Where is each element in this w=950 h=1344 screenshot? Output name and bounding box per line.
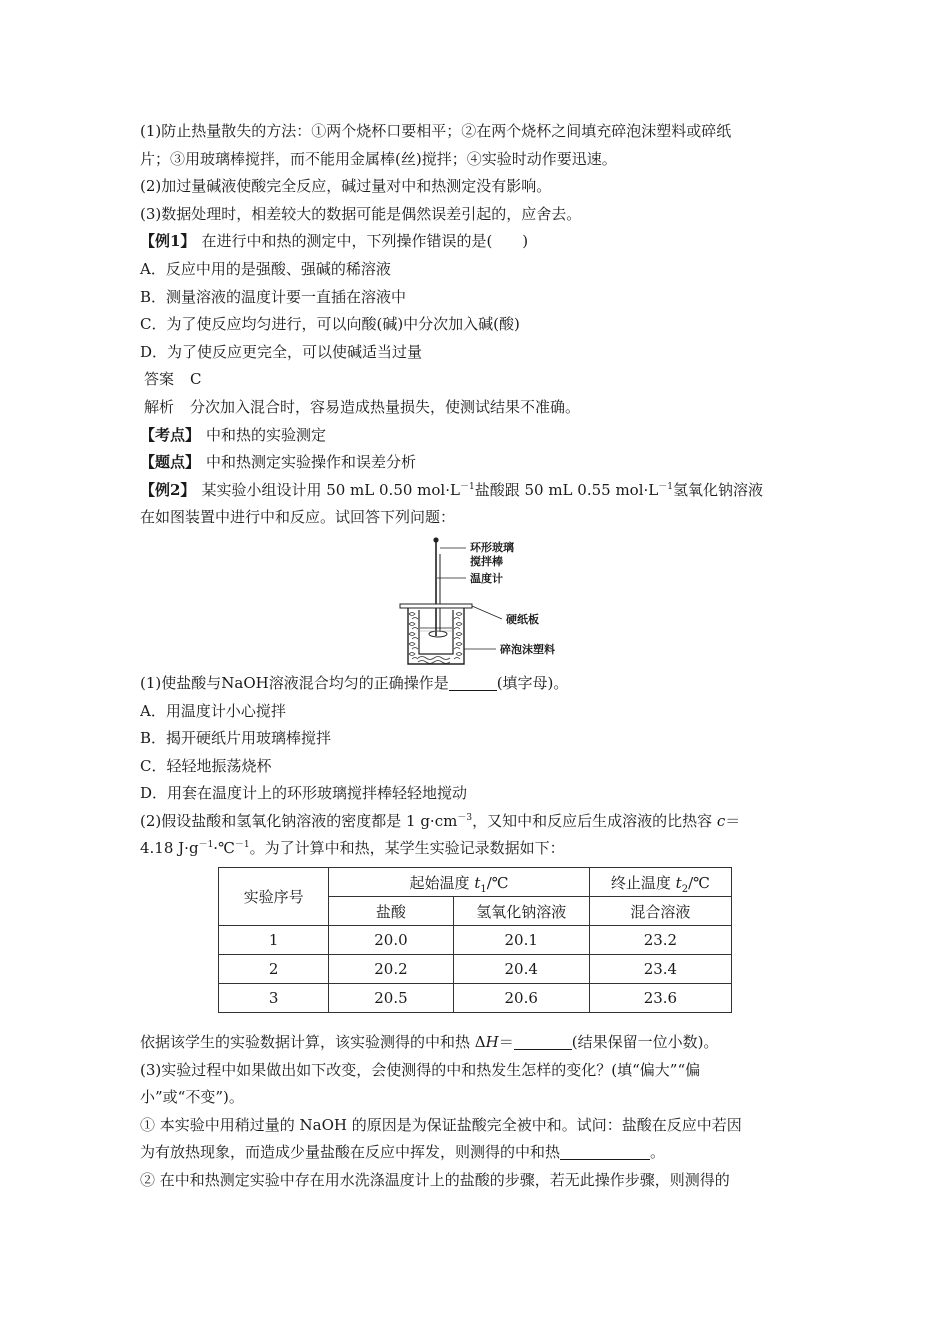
superscript: －3 [457, 812, 473, 823]
example-1-question: 在进行中和热的测定中，下列操作错误的是( ) [201, 232, 529, 251]
cell-seq: 1 [219, 926, 329, 955]
header-text: /℃ [688, 873, 710, 892]
example-2-tag: 【例2】 [140, 480, 196, 499]
superscript: －1 [658, 481, 673, 492]
subheader-naoh: 氢氧化钠溶液 [453, 897, 589, 926]
example-1-tag: 【例1】 [140, 232, 196, 251]
question-2-text: ，又知中和反应后生成溶液的比热容 [472, 811, 717, 830]
cell-mix: 23.6 [589, 984, 731, 1013]
cell-naoh: 20.6 [453, 984, 589, 1013]
question-2-text: 。为了计算中和热，某学生实验记录数据如下： [249, 839, 565, 858]
document-page [140, 118, 812, 1195]
table-header-row [219, 868, 732, 897]
variable-c: c [716, 811, 726, 830]
cell-seq: 3 [219, 984, 329, 1013]
subheader-hcl: 盐酸 [329, 897, 453, 926]
variable-t: t [474, 873, 481, 892]
table-row [219, 926, 732, 955]
question-1-option-c: C．轻轻地振荡烧杯 [140, 756, 272, 775]
question-1-tail: (填字母)。 [496, 673, 569, 692]
header-sequence: 实验序号 [219, 868, 329, 926]
header-text: 起始温度 [409, 873, 475, 892]
question-1 [140, 670, 812, 698]
cell-hcl: 20.2 [329, 955, 453, 984]
example-2-stem-part: 某实验小组设计用 50 mL 0.50 mol·L [201, 480, 460, 499]
answer-blank-2[interactable] [514, 1033, 572, 1050]
tidian-tag: 【题点】 [140, 453, 201, 472]
header-start-temp [329, 868, 590, 897]
example-2-stem-line-1 [140, 477, 812, 505]
header-text: 终止温度 [610, 873, 676, 892]
question-1-option-a: A．用温度计小心搅拌 [140, 701, 286, 720]
example-2-stem-part: 盐酸跟 50 mL 0.55 mol·L [474, 480, 659, 499]
example-1-option-b: B．测量溶液的温度计要一直插在溶液中 [140, 287, 407, 306]
cell-seq: 2 [219, 955, 329, 984]
example-1-kaodian [140, 422, 812, 450]
question-3-1-line-1: ① 本实验中用稍过量的 NaOH 的原因是为保证盐酸完全被中和。试问：盐酸在反应中若因 [140, 1115, 742, 1134]
superscript: －1 [198, 840, 214, 851]
cell-naoh: 20.4 [453, 955, 589, 984]
label-cardboard: 硬纸板 [506, 612, 539, 626]
calculation-line [140, 1029, 812, 1057]
question-3-1-text: 为有放热现象，而造成少量盐酸在反应中挥发，则测得的中和热 [140, 1143, 561, 1162]
answer-value: C [190, 370, 202, 389]
question-1-option-b: B．揭开硬纸片用玻璃棒搅拌 [140, 729, 332, 748]
question-2-text: 4.18 J·g [140, 839, 199, 858]
subheader-mix: 混合溶液 [589, 897, 731, 926]
question-2-line-1 [140, 808, 812, 836]
superscript: －1 [459, 481, 475, 492]
example-2-stem-line-2: 在如图装置中进行中和反应。试回答下列问题： [140, 508, 456, 527]
table-row [219, 984, 732, 1013]
cell-mix: 23.2 [589, 926, 731, 955]
apparatus-figure [140, 534, 812, 668]
cell-mix: 23.4 [589, 955, 731, 984]
question-3-2-line-1: ② 在中和热测定实验中存在用水洗涤温度计上的盐酸的步骤，若无此操作步骤，则测得的 [140, 1171, 730, 1190]
question-2-text: (2)假设盐酸和氢氧化钠溶液的密度都是 1 g·cm [140, 811, 458, 830]
question-3-line-2: 小”或“不变”)。 [140, 1088, 244, 1107]
subscript: 2 [681, 883, 689, 895]
answer-label: 答案 [144, 370, 175, 389]
example-1-option-d: D．为了使反应更完全，可以使碱适当过量 [140, 342, 423, 361]
question-3-1-tail: 。 [650, 1143, 666, 1162]
example-1-option-a: A．反应中用的是强酸、强碱的稀溶液 [140, 259, 391, 278]
answer-blank-3[interactable] [560, 1143, 650, 1160]
label-foam: 碎泡沫塑料 [500, 642, 555, 656]
example-1-answer [140, 366, 812, 394]
experiment-data-table [218, 867, 732, 1013]
header-end-temp [589, 868, 731, 897]
question-1-text: (1)使盐酸与NaOH溶液混合均匀的正确操作是 [140, 673, 449, 692]
question-2-text: ＝ [725, 811, 741, 830]
table-row [219, 955, 732, 984]
example-2-stem-part: 氢氧化钠溶液 [672, 480, 763, 499]
example-1-stem [140, 228, 812, 256]
variable-t: t [675, 873, 682, 892]
example-1-option-c: C．为了使反应均匀进行，可以向酸(碱)中分次加入碱(酸) [140, 315, 520, 334]
example-1-tidian [140, 449, 812, 477]
header-text: /℃ [486, 873, 509, 892]
calculation-text: 依据该学生的实验数据计算，该实验测得的中和热 Δ [140, 1033, 486, 1052]
calculation-tail: (结果保留一位小数)。 [571, 1033, 719, 1052]
variable-h: H [485, 1033, 499, 1052]
label-stirring-rod-2: 搅拌棒 [470, 554, 503, 568]
question-3-line-1: (3)实验过程中如果做出如下改变，会使测得的中和热发生怎样的变化？(填“偏大”“偏 [140, 1060, 701, 1079]
label-stirring-rod: 环形玻璃 [470, 540, 514, 554]
tidian-text: 中和热测定实验操作和误差分析 [206, 453, 417, 472]
kaodian-text: 中和热的实验测定 [206, 425, 327, 444]
cell-hcl: 20.5 [329, 984, 453, 1013]
example-1-analysis [140, 394, 812, 422]
question-2-line-2 [140, 835, 812, 863]
label-thermometer: 温度计 [470, 571, 503, 585]
calculation-text: ＝ [498, 1033, 514, 1052]
analysis-text: 分次加入混合时，容易造成热量损失，使测试结果不准确。 [190, 397, 581, 416]
intro-line-4: (3)数据处理时，相差较大的数据可能是偶然误差引起的，应舍去。 [140, 204, 582, 223]
answer-blank-1[interactable] [449, 674, 497, 691]
question-1-option-d: D．用套在温度计上的环形玻璃搅拌棒轻轻地搅动 [140, 784, 468, 803]
analysis-label: 解析 [144, 397, 175, 416]
superscript: －1 [234, 840, 250, 851]
cell-naoh: 20.1 [453, 926, 589, 955]
intro-line-1: (1)防止热量散失的方法：①两个烧杯口要相平；②在两个烧杯之间填充碎泡沫塑料或碎纸 [140, 122, 732, 140]
kaodian-tag: 【考点】 [140, 425, 201, 444]
subscript: 1 [480, 883, 487, 895]
intro-line-3: (2)加过量碱液使酸完全反应，碱过量对中和热测定没有影响。 [140, 177, 552, 196]
intro-line-2: 片；③用玻璃棒搅拌，而不能用金属棒(丝)搅拌；④实验时动作要迅速。 [140, 149, 617, 168]
question-3-1-line-2 [140, 1139, 812, 1167]
cell-hcl: 20.0 [329, 926, 453, 955]
question-2-text: ·℃ [213, 839, 235, 858]
